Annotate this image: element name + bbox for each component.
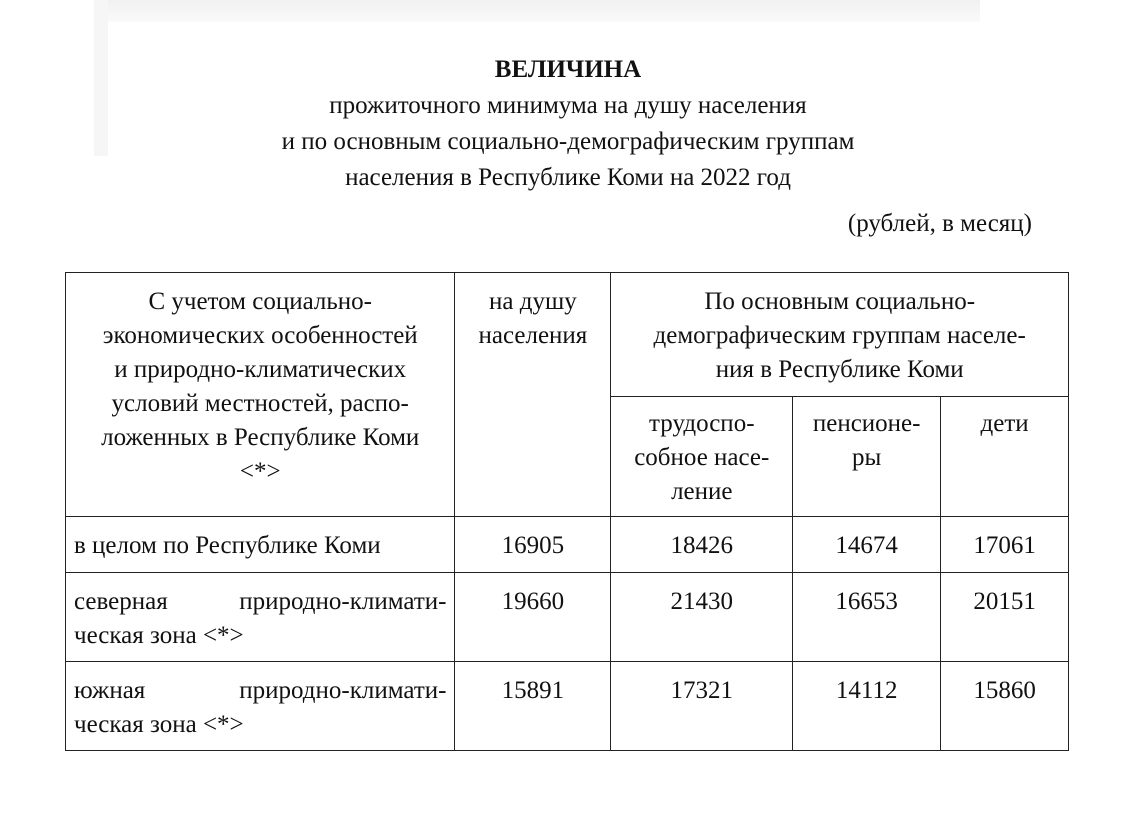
header-pensioners (793, 397, 941, 517)
cell-per-capita: 19660 (455, 573, 611, 662)
header-pensioners-line: пенсионе- (812, 410, 921, 437)
row-label (66, 662, 455, 751)
header-children-label: дети (980, 410, 1029, 437)
title-main: ВЕЛИЧИНА (494, 56, 642, 83)
title-line-2: и по основным социально-демографическим группам (281, 128, 855, 155)
cell-working-age: 18426 (611, 517, 793, 573)
row-label-line: ческая зона <*> (74, 622, 244, 649)
header-per-capita-line: на душу (489, 288, 577, 315)
cell-children: 17061 (941, 517, 1069, 573)
table-row (66, 662, 1069, 751)
row-label-line: ческая зона <*> (74, 711, 244, 738)
table-row (66, 517, 1069, 573)
title-line-3: населения в Республике Коми на 2022 год (345, 164, 791, 191)
cell-pensioners: 14674 (793, 517, 941, 573)
cell-children: 15860 (941, 662, 1069, 751)
header-working-line: трудоспо- (649, 410, 755, 437)
cell-pensioners: 16653 (793, 573, 941, 662)
cell-pensioners: 14112 (793, 662, 941, 751)
header-pensioners-line: ры (852, 444, 882, 471)
header-region-line: <*> (239, 458, 281, 485)
header-per-capita (455, 273, 611, 517)
cell-working-age: 21430 (611, 573, 793, 662)
subsistence-minimum-table (65, 272, 1069, 751)
header-groups-line: По основным социально- (704, 288, 976, 315)
header-region-line: С учетом социально- (148, 288, 372, 315)
header-region-line: экономических особенностей (102, 322, 418, 349)
table-row (66, 573, 1069, 662)
header-region (66, 273, 455, 517)
header-per-capita-line: населения (478, 322, 588, 349)
row-label-line: северная природно-климати- (74, 588, 447, 615)
header-region-line: ложенных в Республике Коми (101, 424, 420, 451)
cell-working-age: 17321 (611, 662, 793, 751)
units-note: (рублей, в месяц) (847, 210, 1032, 237)
header-children (941, 397, 1069, 517)
cell-per-capita: 16905 (455, 517, 611, 573)
title-line-1: прожиточного минимума на душу населения (329, 92, 807, 119)
header-region-line: и природно-климатических (114, 356, 407, 383)
header-groups-line: ния в Республике Коми (715, 356, 964, 383)
header-working-line: ление (671, 478, 733, 505)
header-region-line: условий местностей, распо- (111, 390, 409, 417)
cell-per-capita: 15891 (455, 662, 611, 751)
scan-artifact (94, 0, 980, 22)
row-label (66, 573, 455, 662)
document-title (0, 52, 1136, 196)
table-header-row (66, 273, 1069, 397)
header-groups-line: демографическим группам населе- (653, 322, 1026, 349)
header-working-age (611, 397, 793, 517)
row-label-line: южная природно-климати- (74, 677, 447, 704)
cell-children: 20151 (941, 573, 1069, 662)
row-label (66, 517, 455, 573)
row-label-line: в целом по Республике Коми (74, 532, 381, 559)
header-working-line: собное насе- (634, 444, 770, 471)
header-groups (611, 273, 1069, 397)
